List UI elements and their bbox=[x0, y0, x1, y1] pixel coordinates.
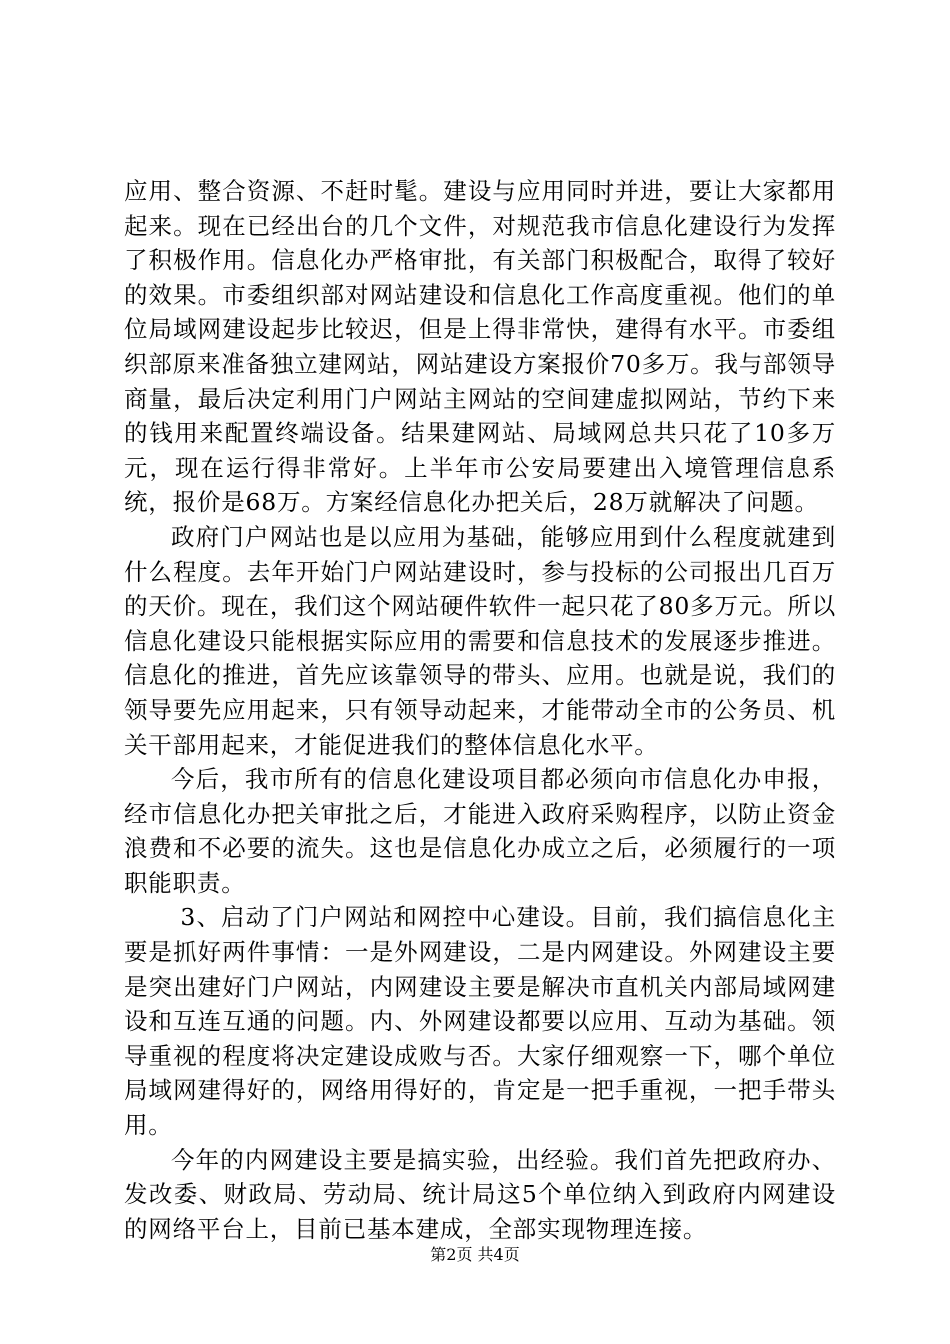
paragraph: 政府门户网站也是以应用为基础，能够应用到什么程度就建到什么程度。去年开始门户网站建设时，参与投标的公司报出几百万的天价。现在，我们这个网站硬件软件一起只花了80多万元。所以信息化建设只能根据实际应用的需要和信息技术的发展逐步推进。信息化的推进，首先应该靠领导的带头、应用。也就是说，我们的领导要先应用起来，只有领导动起来，才能带动全市的公务员、机关干部用起来，才能促进我们的整体信息化水平。 bbox=[124, 522, 836, 759]
paragraph: 今后，我市所有的信息化建设项目都必须向市信息化办申报，经市信息化办把关审批之后，才能进入政府采购程序，以防止资金浪费和不必要的流失。这也是信息化办成立之后，必须履行的一项职能职责。 bbox=[124, 765, 836, 897]
page-number: 第2页 共4页 bbox=[430, 1245, 520, 1264]
paragraph: 3、启动了门户网站和网控中心建设。目前，我们搞信息化主要是抓好两件事情：一是外网建设，二是内网建设。外网建设主要是突出建好门户网站，内网建设主要是解决市直机关内部局域网建设和互连互通的问题。内、外网建设都要以应用、互动为基础。领导重视的程度将决定建设成败与否。大家仔细观察一下，哪个单位局域网建得好的，网络用得好的，肯定是一把手重视，一把手带头用。 bbox=[124, 903, 836, 1140]
document-body bbox=[124, 174, 836, 1246]
paragraph: 今年的内网建设主要是搞实验，出经验。我们首先把政府办、发改委、财政局、劳动局、统计局这5个单位纳入到政府内网建设的网络平台上，目前已基本建成，全部实现物理连接。 bbox=[124, 1145, 836, 1243]
paragraph: 应用、整合资源、不赶时髦。建设与应用同时并进，要让大家都用起来。现在已经出台的几个文件，对规范我市信息化建设行为发挥了积极作用。信息化办严格审批，有关部门积极配合，取得了较好的效果。市委组织部对网站建设和信息化工作高度重视。他们的单位局域网建设起步比较迟，但是上得非常快，建得有水平。市委组织部原来准备独立建网站，网站建设方案报价70多万。我与部领导商量，最后决定利用门户网站主网站的空间建虚拟网站，节约下来的钱用来配置终端设备。结果建网站、局域网总共只花了10多万元，现在运行得非常好。上半年市公安局要建出入境管理信息系统，报价是68万。方案经信息化办把关后，28万就解决了问题。 bbox=[124, 177, 836, 517]
page-footer bbox=[0, 1245, 950, 1265]
